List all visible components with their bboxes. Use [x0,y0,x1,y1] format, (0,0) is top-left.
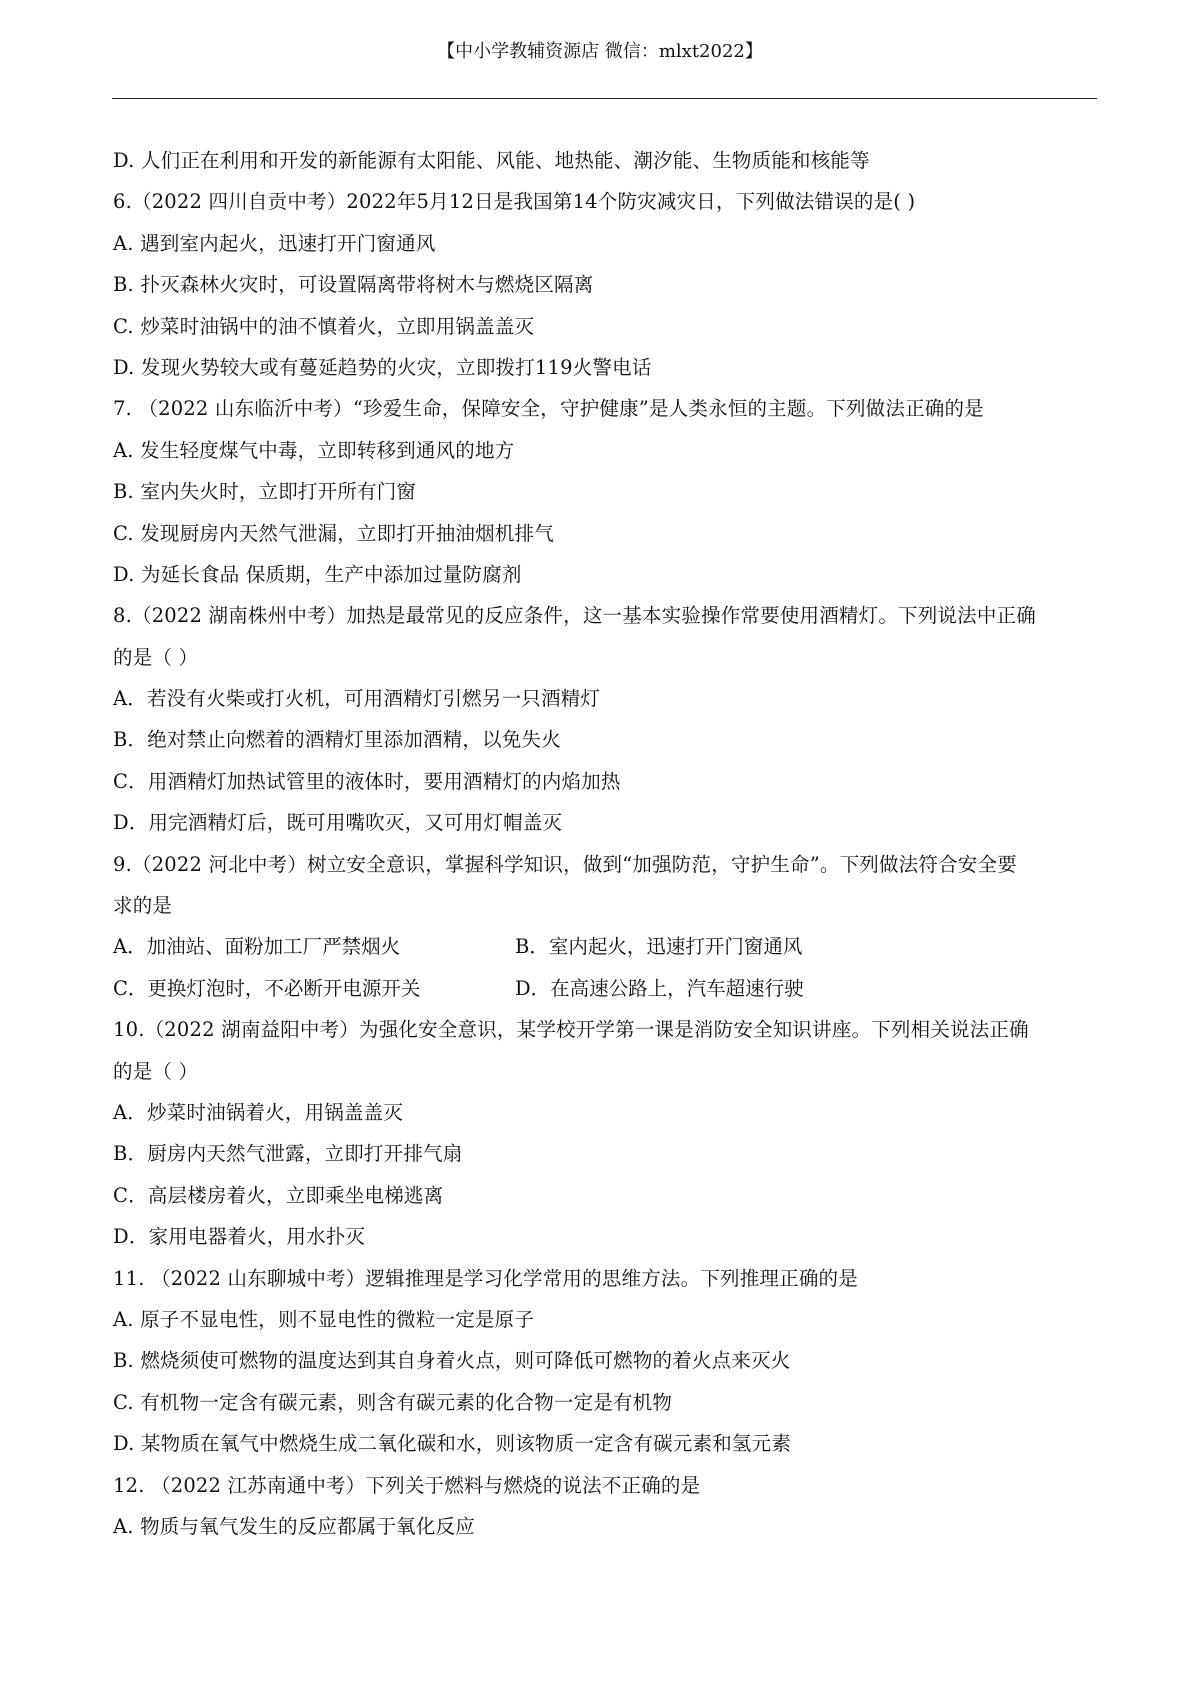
question-7: 7. （2022 山东临沂中考）“珍爱生命，保障安全，守护健康”是人类永恒的主题。下列做法正确的是 [113,397,984,421]
q9-options-row-1 [113,926,1098,967]
q11-option-c: C. 有机物一定含有碳元素，则含有碳元素的化合物一定是有机物 [113,1390,673,1414]
q9-option-d: D．在高速公路上，汽车超速行驶 [515,976,804,1000]
option-d-q5: D. 人们正在利用和开发的新能源有太阳能、风能、地热能、潮汐能、生物质能和核能等 [113,149,870,172]
question-9: 9.（2022 河北中考）树立安全意识，掌握科学知识，做到“加强防范，守护生命”。下列做法符合安全要 [113,852,1017,876]
question-12: 12. （2022 江苏南通中考）下列关于燃料与燃烧的说法不正确的是 [113,1473,701,1497]
question-8: 8.（2022 湖南株州中考）加热是最常见的反应条件，这一基本实验操作常要使用酒精灯。下列说法中正确 [113,604,1036,628]
q9-option-c: C．更换灯泡时，不必断开电源开关 [113,976,421,1000]
q9-option-a: A．加油站、面粉加工厂严禁烟火 [113,935,401,959]
q10-option-b: B．厨房内天然气泄露，立即打开排气扇 [113,1142,463,1166]
q9-option-b: B．室内起火，迅速打开门窗通风 [515,935,803,959]
question-11: 11. （2022 山东聊城中考）逻辑推理是学习化学常用的思维方法。下列推理正确的是 [113,1266,858,1290]
q10-option-d: D．家用电器着火，用水扑灭 [113,1225,366,1249]
q9-options-row-2 [113,968,1098,1009]
q6-option-a: A. 遇到室内起火，迅速打开门窗通风 [113,231,436,255]
q6-option-d: D. 发现火势较大或有蔓延趋势的火灾，立即拨打119火警电话 [113,355,652,379]
question-10: 10.（2022 湖南益阳中考）为强化安全意识，某学校开学第一课是消防安全知识讲座。下列相关说法正确 [113,1018,1029,1042]
question-10-cont: 的是（ ） [113,1059,199,1083]
q10-option-a: A．炒菜时油锅着火，用锅盖盖灭 [113,1100,404,1124]
header-divider [112,98,1097,99]
q11-option-d: D. 某物质在氧气中燃烧生成二氧化碳和水，则该物质一定含有碳元素和氢元素 [113,1432,792,1456]
q6-option-b: B. 扑灭森林火灾时，可设置隔离带将树木与燃烧区隔离 [113,273,594,297]
q8-option-a: A．若没有火柴或打火机，可用酒精灯引燃另一只酒精灯 [113,687,601,711]
q8-option-c: C．用酒精灯加热试管里的液体时，要用酒精灯的内焰加热 [113,769,621,793]
page-header: 【中小学教辅资源店 微信：mlxt2022】 [437,41,763,62]
q7-option-c: C. 发现厨房内天然气泄漏，立即打开抽油烟机排气 [113,521,554,545]
q8-option-b: B．绝对禁止向燃着的酒精灯里添加酒精，以免失火 [113,728,561,752]
document-body [113,140,1098,1547]
q11-option-a: A. 原子不显电性，则不显电性的微粒一定是原子 [113,1307,535,1331]
q11-option-b: B. 燃烧须使可燃物的温度达到其自身着火点，则可降低可燃物的着火点来灭火 [113,1349,791,1373]
q7-option-b: B. 室内失火时，立即打开所有门窗 [113,480,417,504]
q12-option-a: A. 物质与氧气发生的反应都属于氧化反应 [113,1514,475,1538]
q7-option-a: A. 发生轻度煤气中毒，立即转移到通风的地方 [113,438,515,462]
q8-option-d: D．用完酒精灯后，既可用嘴吹灭，又可用灯帽盖灭 [113,811,563,835]
q7-option-d: D. 为延长食品 保质期，生产中添加过量防腐剂 [113,562,522,586]
question-9-cont: 求的是 [113,894,173,918]
question-6: 6.（2022 四川自贡中考）2022年5月12日是我国第14个防灾减灾日，下列做法错误的是( ) [113,190,916,214]
q10-option-c: C．高层楼房着火，立即乘坐电梯逃离 [113,1183,444,1207]
question-8-cont: 的是（ ） [113,645,199,669]
q6-option-c: C. 炒菜时油锅中的油不慎着火，立即用锅盖盖灭 [113,314,535,338]
